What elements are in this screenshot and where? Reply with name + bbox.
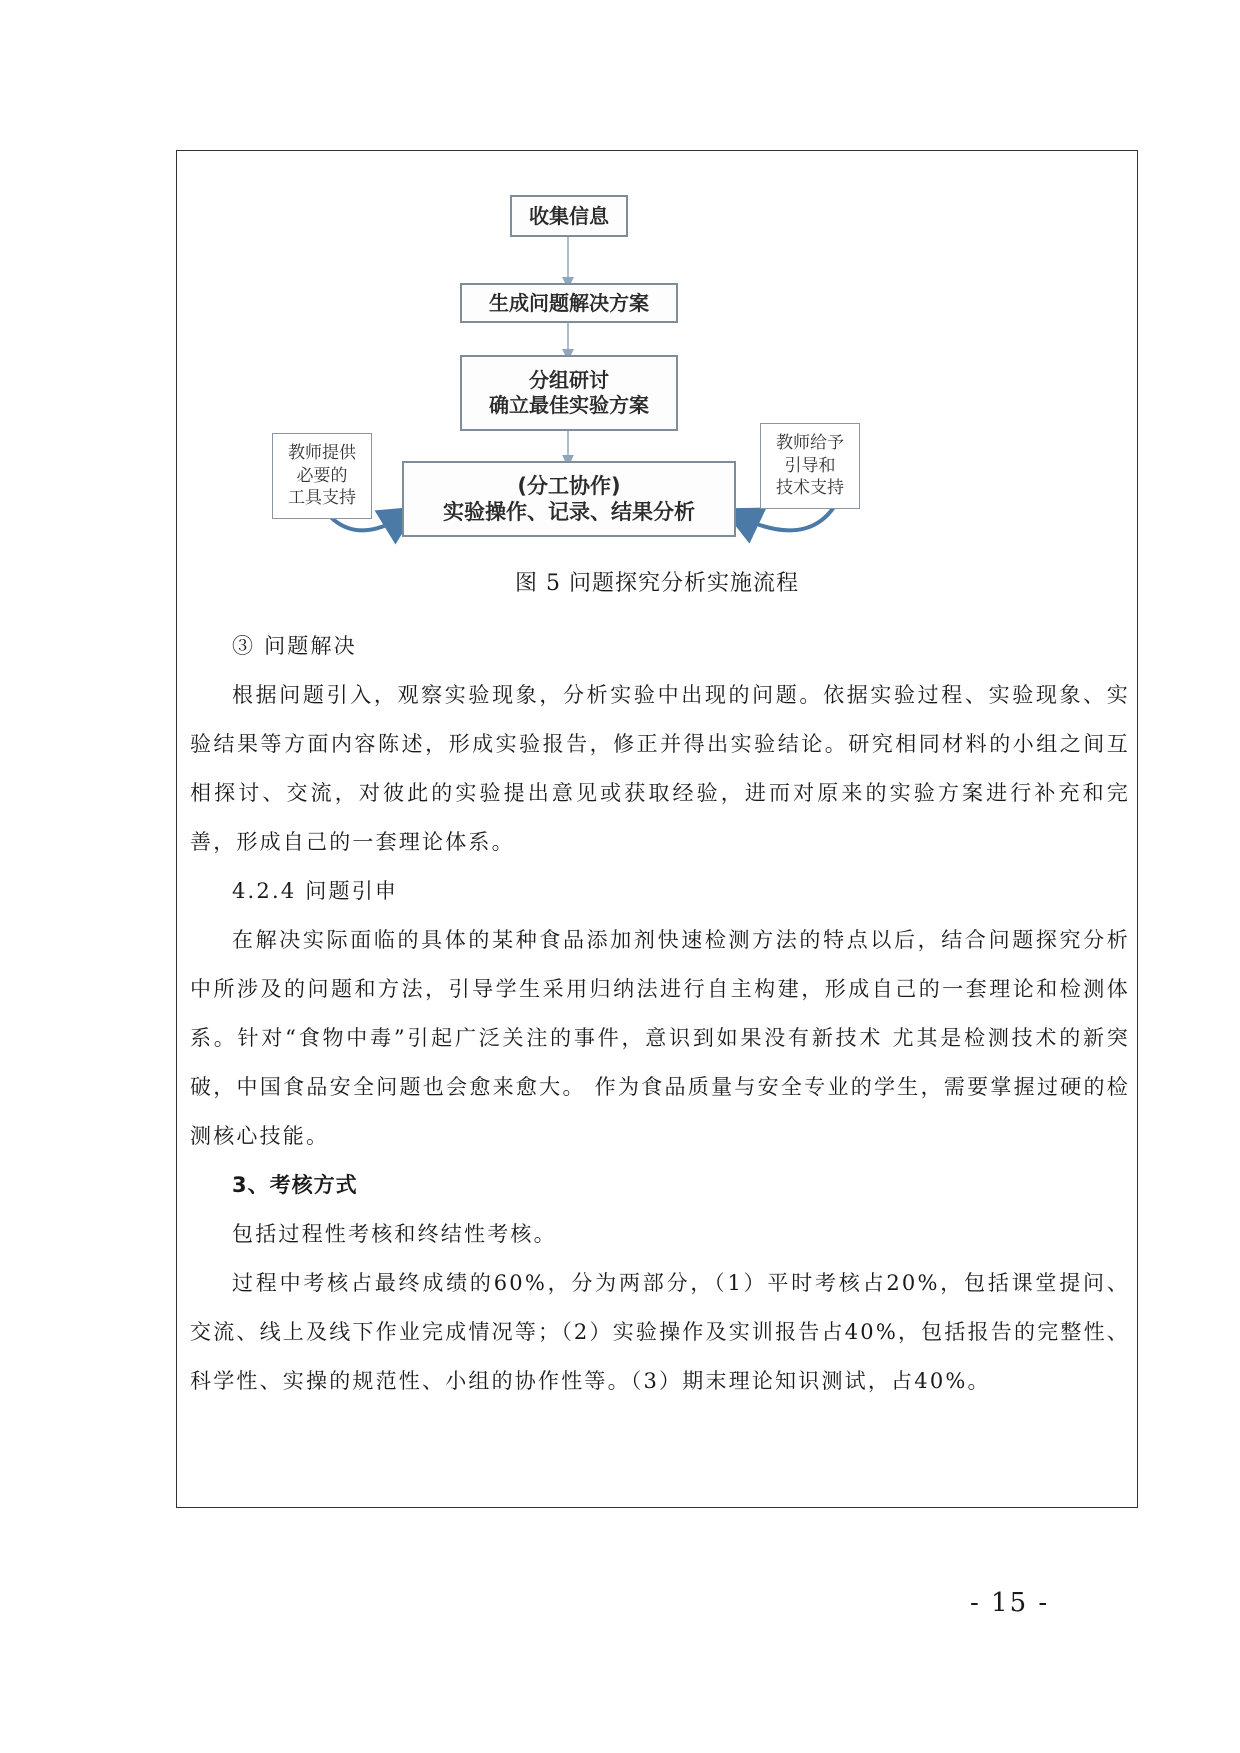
flow-step-label: (分工协作) (517, 473, 621, 498)
flow-step-label: 实验操作、记录、结果分析 (443, 500, 695, 524)
section3-body: 过程中考核占最终成绩的60%，分为两部分，（1）平时考核占20%，包括课堂提问、交流、线上及线下作业完成情况等；（2）实验操作及实训报告占40%，包括报告的完整性、科学性、实操的规范性、小组的协作性等。（3）期末理论知识测试，占40%。 (190, 1271, 1130, 1393)
item3-body: 根据问题引入，观察实验现象，分析实验中出现的问题。依据实验过程、实验现象、实验结果等方面内容陈述，形成实验报告，修正并得出实验结论。研究相同材料的小组之间互相探讨、交流，对彼此的实验提出意见或获取经验，进而对原来的实验方案进行补充和完善，形成自己的一套理论体系。 (190, 683, 1130, 854)
note-line: 技术支持 (776, 478, 844, 499)
figure-caption: 图 5 问题探究分析实施流程 (515, 571, 799, 596)
flow-step-collect-info (510, 195, 628, 237)
section3-intro: 包括过程性考核和终结性考核。 (232, 1222, 557, 1246)
section-424-heading: 4.2.4 问题引申 (232, 879, 399, 903)
flow-step-label: 分组研讨 (529, 368, 609, 392)
note-teacher-guidance (760, 423, 860, 509)
note-line: 必要的 (296, 465, 348, 486)
flow-step-label: 收集信息 (529, 203, 609, 228)
item3-title: ③ 问题解决 (232, 634, 357, 658)
page-number: - 15 - (970, 1588, 1050, 1618)
flow-step-label: 确立最佳实验方案 (489, 393, 649, 417)
note-line: 引导和 (784, 455, 836, 476)
flow-step-group-discussion (460, 355, 678, 431)
note-line: 教师提供 (288, 442, 356, 463)
section-424-body: 在解决实际面临的具体的某种食品添加剂快速检测方法的特点以后，结合问题探究分析中所涉及的问题和方法，引导学生采用归纳法进行自主构建，形成自己的一套理论和检测体系。针对“食物中毒”引起广泛关注的事件，意识到如果没有新技术 尤其是检测技术的新突破，中国食品安全问题也会愈来愈大。 作为食品质量与安全专业的学生，需要掌握过硬的检测核心技能。 (190, 928, 1130, 1148)
note-line: 工具支持 (288, 488, 356, 509)
flowchart-figure (260, 195, 900, 555)
flow-step-experiment (402, 461, 736, 537)
flow-step-label: 生成问题解决方案 (489, 290, 649, 315)
note-line: 教师给予 (776, 432, 844, 453)
note-teacher-tools (272, 433, 372, 519)
section3-heading: 3、考核方式 (232, 1173, 358, 1197)
flow-step-generate-plan (460, 283, 678, 323)
